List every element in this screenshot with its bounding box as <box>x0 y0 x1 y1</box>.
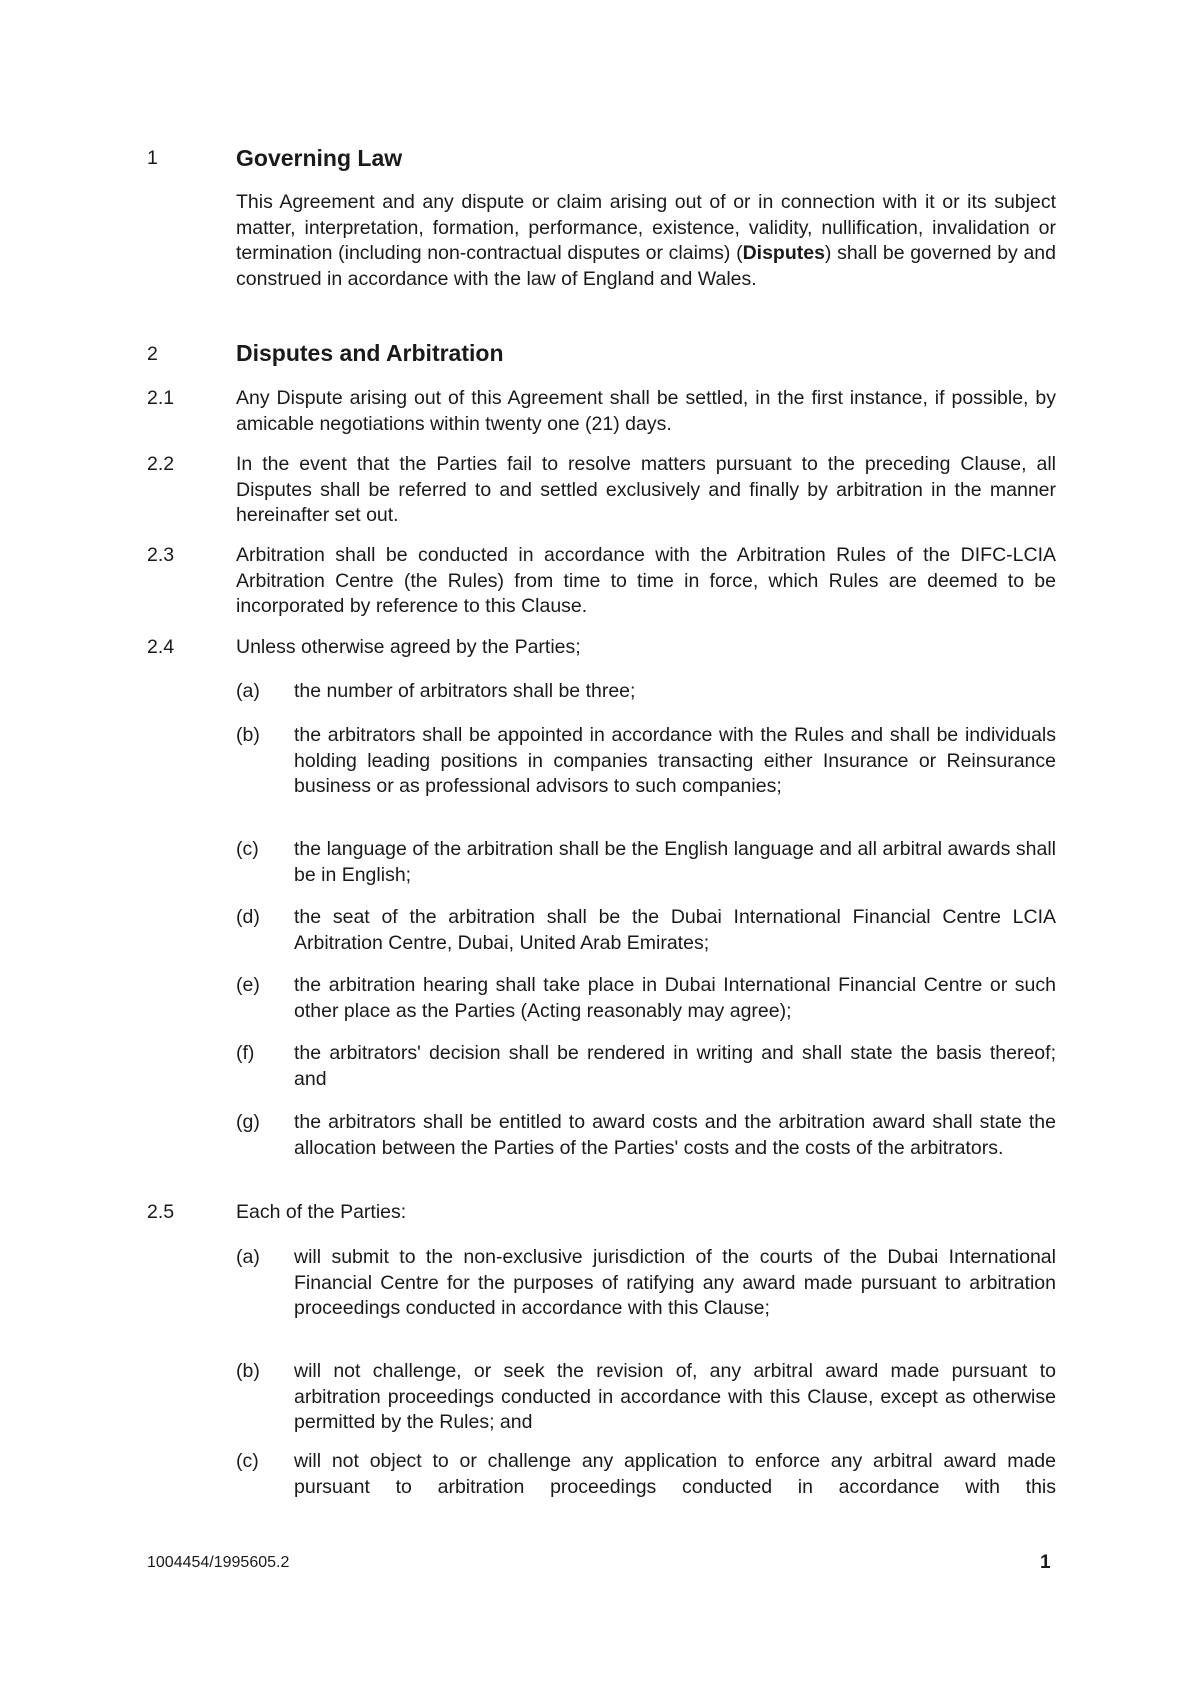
page-number: 1 <box>1040 1552 1051 1573</box>
section-heading-disputes-arbitration: Disputes and Arbitration <box>236 340 504 366</box>
sub-item-text: will not challenge, or seek the revision of, any arbitral award made pursuant to arbitration proceedings conducted in accordance with this Clause, except as otherwise permitted by the Rules; and <box>294 1360 1056 1433</box>
sub-item-text: the arbitrators shall be appointed in accordance with the Rules and shall be individuals holding leading positions in companies transacting either Insurance or Reinsurance business or as professional advisors to such companies; <box>294 724 1056 797</box>
section-number: 2 <box>147 343 158 365</box>
sub-item-label: (g) <box>236 1111 260 1133</box>
sub-item-label: (e) <box>236 974 260 996</box>
section-number: 1 <box>147 147 158 169</box>
clause-number: 2.2 <box>147 453 175 475</box>
sub-item-text: the seat of the arbitration shall be the Dubai International Financial Centre LCIA Arbitration Centre, Dubai, United Arab Emirates; <box>294 906 1056 954</box>
clause-text: Unless otherwise agreed by the Parties; <box>236 636 581 658</box>
clause-number: 2.3 <box>147 544 175 566</box>
clause-text: Any Dispute arising out of this Agreement shall be settled, in the first instance, if possible, by amicable negotiations within twenty one (21) days. <box>236 387 1056 435</box>
governing-law-paragraph <box>236 190 1056 292</box>
sub-item-label: (b) <box>236 724 260 746</box>
sub-item-text: will not object to or challenge any application to enforce any arbitral award made pursuant to arbitration proceedings conducted in accordance with this <box>294 1450 1056 1498</box>
sub-item-text: the language of the arbitration shall be the English language and all arbitral awards shall be in English; <box>294 838 1056 886</box>
clause-number: 2.5 <box>147 1201 175 1223</box>
clause-number: 2.4 <box>147 636 175 658</box>
clause-text: In the event that the Parties fail to resolve matters pursuant to the preceding Clause, all Disputes shall be referred to and settled exclusively and finally by arbitration in the manner hereinafter set out. <box>236 453 1056 526</box>
sub-item-text: the number of arbitrators shall be three; <box>294 680 636 702</box>
clause-text: Each of the Parties: <box>236 1201 407 1223</box>
disputes-defined-term: Disputes <box>742 242 825 264</box>
governing-law-text-start: This Agreement and any dispute or claim arising out of or in connection with it or its subject matter, interpretation, formation, performance, existence, validity, nullification, invalidation or termination (including non-contractual disputes or claims) ( <box>236 191 1056 264</box>
clause-number: 2.1 <box>147 387 175 409</box>
document-reference: 1004454/1995605.2 <box>147 1554 290 1571</box>
sub-item-text: the arbitration hearing shall take place in Dubai International Financial Centre or such other place as the Parties (Acting reasonably may agree); <box>294 974 1056 1022</box>
sub-item-text: the arbitrators' decision shall be rendered in writing and shall state the basis thereof; and <box>294 1042 1056 1090</box>
sub-item-label: (d) <box>236 906 260 928</box>
sub-item-label: (b) <box>236 1360 260 1382</box>
sub-item-text: the arbitrators shall be entitled to award costs and the arbitration award shall state the allocation between the Parties of the Parties' costs and the costs of the arbitrators. <box>294 1111 1056 1159</box>
clause-text: Arbitration shall be conducted in accordance with the Arbitration Rules of the DIFC-LCIA Arbitration Centre (the Rules) from time to time in force, which Rules are deemed to be incorporated by reference to this Clause. <box>236 544 1056 617</box>
sub-item-label: (c) <box>236 1450 259 1472</box>
sub-item-label: (a) <box>236 1246 260 1268</box>
sub-item-label: (f) <box>236 1042 255 1064</box>
sub-item-label: (c) <box>236 838 259 860</box>
sub-item-text: will submit to the non-exclusive jurisdiction of the courts of the Dubai International Financial Centre for the purposes of ratifying any award made pursuant to arbitration proceedings conducted in accordance with this Clause; <box>294 1246 1056 1319</box>
governing-law-text-end: ) shall be governed by and construed in accordance with the law of England and Wales. <box>236 242 1056 290</box>
section-heading-governing-law: Governing Law <box>236 145 403 171</box>
sub-item-label: (a) <box>236 680 260 702</box>
